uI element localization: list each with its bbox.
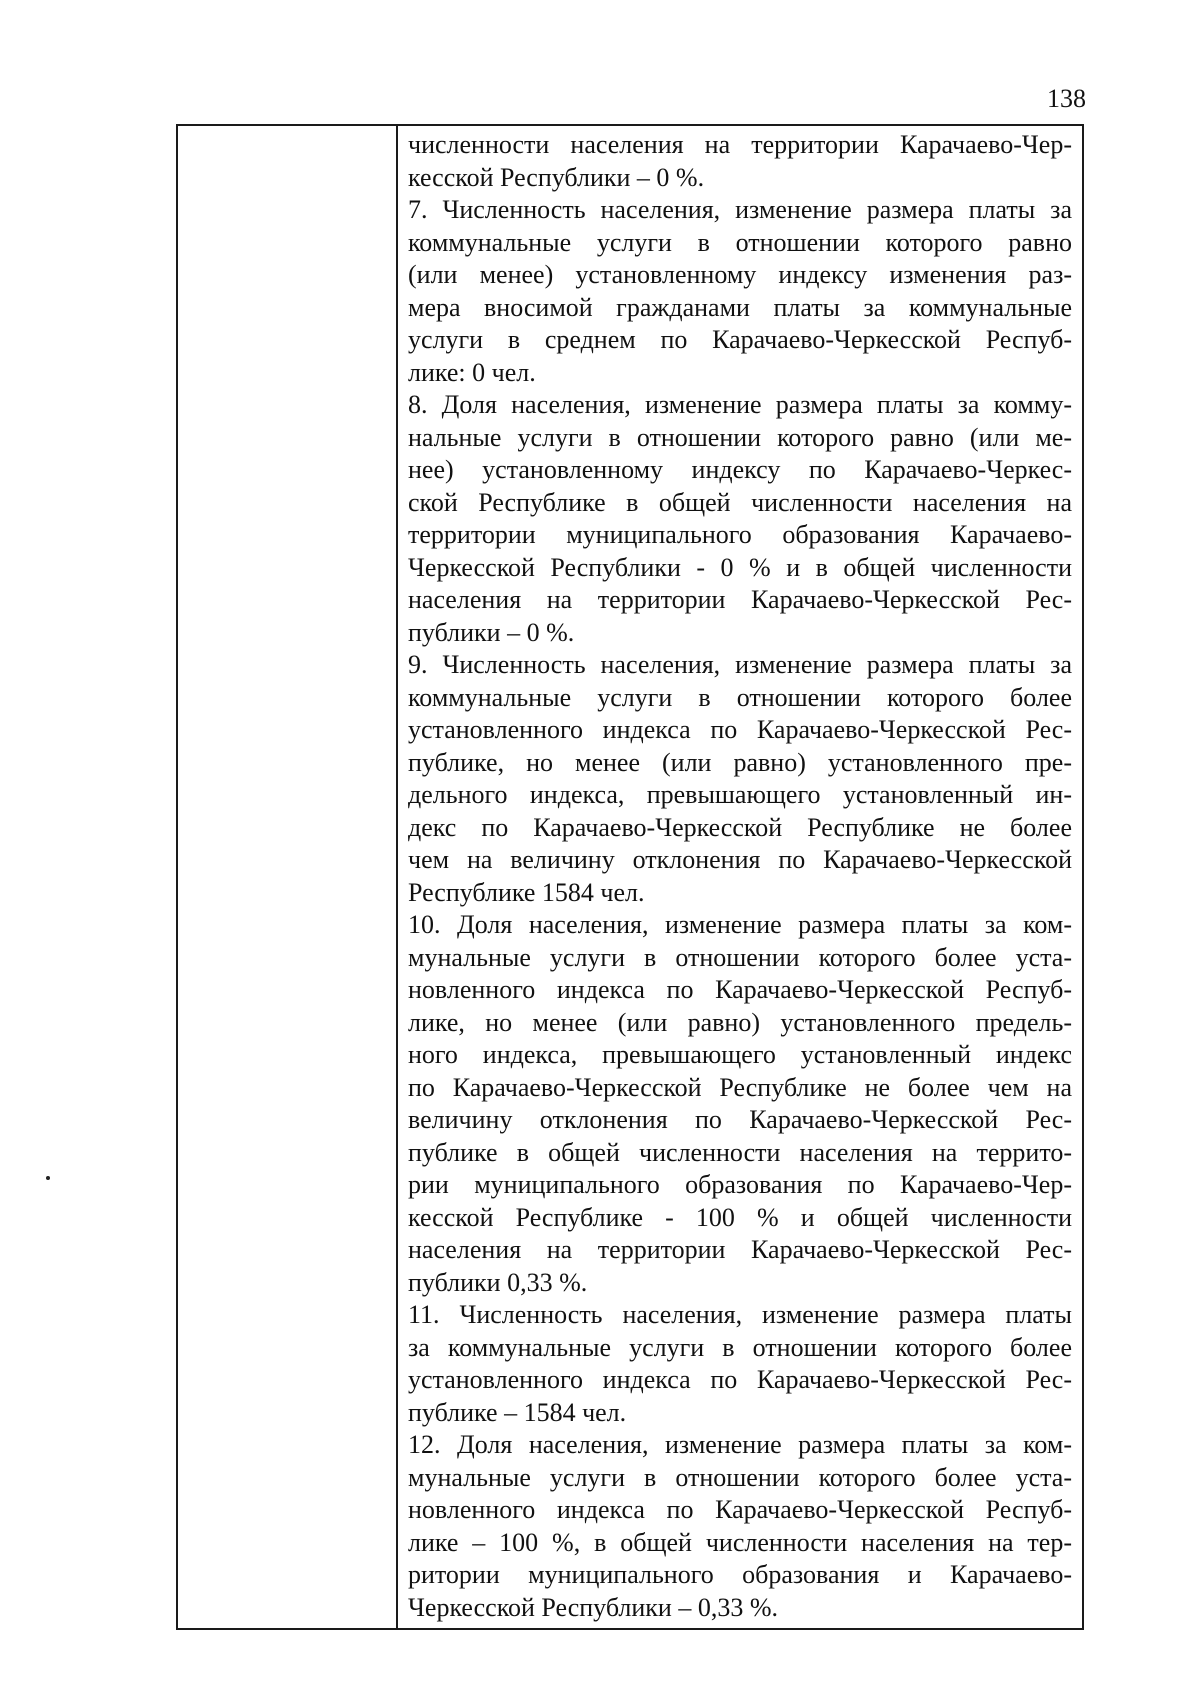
text-line: коммунальные услуги в отношении которого равно bbox=[408, 227, 1072, 257]
scan-artifact-dot bbox=[46, 1176, 50, 1180]
text-line: публике – 1584 чел. bbox=[408, 1397, 627, 1427]
text-line: коммунальные услуги в отношении которого более bbox=[408, 682, 1072, 712]
text-line: населения на территории Карачаево-Черкесской Рес- bbox=[408, 1235, 1072, 1264]
text-line: лике – 100 %, в общей численности населения на тер- bbox=[408, 1527, 1072, 1557]
text-line: публике, но менее (или равно) установленного пре- bbox=[408, 747, 1072, 777]
text-line: лике, но менее (или равно) установленного предель- bbox=[408, 1007, 1072, 1037]
text-line: населения на территории Карачаево-Черкесской Рес- bbox=[408, 585, 1072, 614]
text-line: мунальные услуги в отношении которого более уста- bbox=[408, 942, 1072, 972]
text-line: Республике 1584 чел. bbox=[408, 877, 645, 907]
text-line: (или менее) установленному индексу изменения раз- bbox=[408, 260, 1072, 289]
text-line: ской Республике в общей численности населения на bbox=[408, 487, 1072, 517]
text-line: 7. Численность населения, изменение размера платы за bbox=[408, 195, 1072, 224]
page-number: 138 bbox=[1047, 84, 1086, 113]
text-line: за коммунальные услуги в отношении которого более bbox=[408, 1332, 1072, 1362]
text-line: мера вносимой гражданами платы за коммунальные bbox=[408, 292, 1072, 322]
text-line: нее) установленному индексу по Карачаево-Черкес- bbox=[408, 455, 1072, 484]
text-line: новленного индекса по Карачаево-Черкесской Респуб- bbox=[408, 975, 1072, 1004]
text-line: публики – 0 %. bbox=[408, 617, 575, 647]
text-line: численности населения на территории Карачаево-Чер- bbox=[408, 130, 1072, 159]
text-line: новленного индекса по Карачаево-Черкесской Респуб- bbox=[408, 1495, 1072, 1524]
table-right-cell bbox=[398, 126, 1082, 1628]
text-line: кесской Республики – 0 %. bbox=[408, 162, 705, 192]
text-line: чем на величину отклонения по Карачаево-Черкесской bbox=[408, 845, 1072, 874]
text-line: Черкесской Республики – 0,33 %. bbox=[408, 1592, 779, 1622]
text-line: Черкесской Республики - 0 % и в общей численности bbox=[408, 552, 1072, 582]
text-line: установленного индекса по Карачаево-Черкесской Рес- bbox=[408, 715, 1072, 744]
text-line: мунальные услуги в отношении которого более уста- bbox=[408, 1462, 1072, 1492]
text-line: 11. Численность населения, изменение размера платы bbox=[408, 1300, 1072, 1329]
text-line: 10. Доля населения, изменение размера платы за ком- bbox=[408, 910, 1072, 939]
text-line: рии муниципального образования по Карачаево-Чер- bbox=[408, 1170, 1072, 1199]
text-line: публики 0,33 %. bbox=[408, 1267, 588, 1297]
text-line: установленного индекса по Карачаево-Черкесской Рес- bbox=[408, 1365, 1072, 1394]
text-line: величину отклонения по Карачаево-Черкесской Рес- bbox=[408, 1105, 1072, 1134]
text-line: ритории муниципального образования и Карачаево- bbox=[408, 1560, 1072, 1589]
text-line: ного индекса, превышающего установленный индекс bbox=[408, 1040, 1072, 1069]
text-line: лике: 0 чел. bbox=[408, 357, 536, 387]
text-line: дельного индекса, превышающего установленный ин- bbox=[408, 780, 1072, 809]
document-table bbox=[176, 124, 1084, 1630]
text-lines bbox=[408, 129, 1072, 1624]
text-line: 8. Доля населения, изменение размера платы за комму- bbox=[408, 390, 1072, 419]
table-left-cell bbox=[178, 126, 398, 1628]
text-line: 9. Численность населения, изменение размера платы за bbox=[408, 650, 1072, 679]
text-line: 12. Доля населения, изменение размера платы за ком- bbox=[408, 1430, 1072, 1459]
text-line: нальные услуги в отношении которого равно (или ме- bbox=[408, 422, 1072, 452]
text-line: услуги в среднем по Карачаево-Черкесской Респуб- bbox=[408, 325, 1072, 354]
text-line: кесской Республике - 100 % и общей численности bbox=[408, 1202, 1072, 1232]
text-line: по Карачаево-Черкесской Республике не более чем на bbox=[408, 1072, 1072, 1102]
text-line: декс по Карачаево-Черкесской Республике не более bbox=[408, 812, 1072, 842]
text-line: территории муниципального образования Карачаево- bbox=[408, 520, 1072, 549]
text-line: публике в общей численности населения на террито- bbox=[408, 1137, 1072, 1167]
